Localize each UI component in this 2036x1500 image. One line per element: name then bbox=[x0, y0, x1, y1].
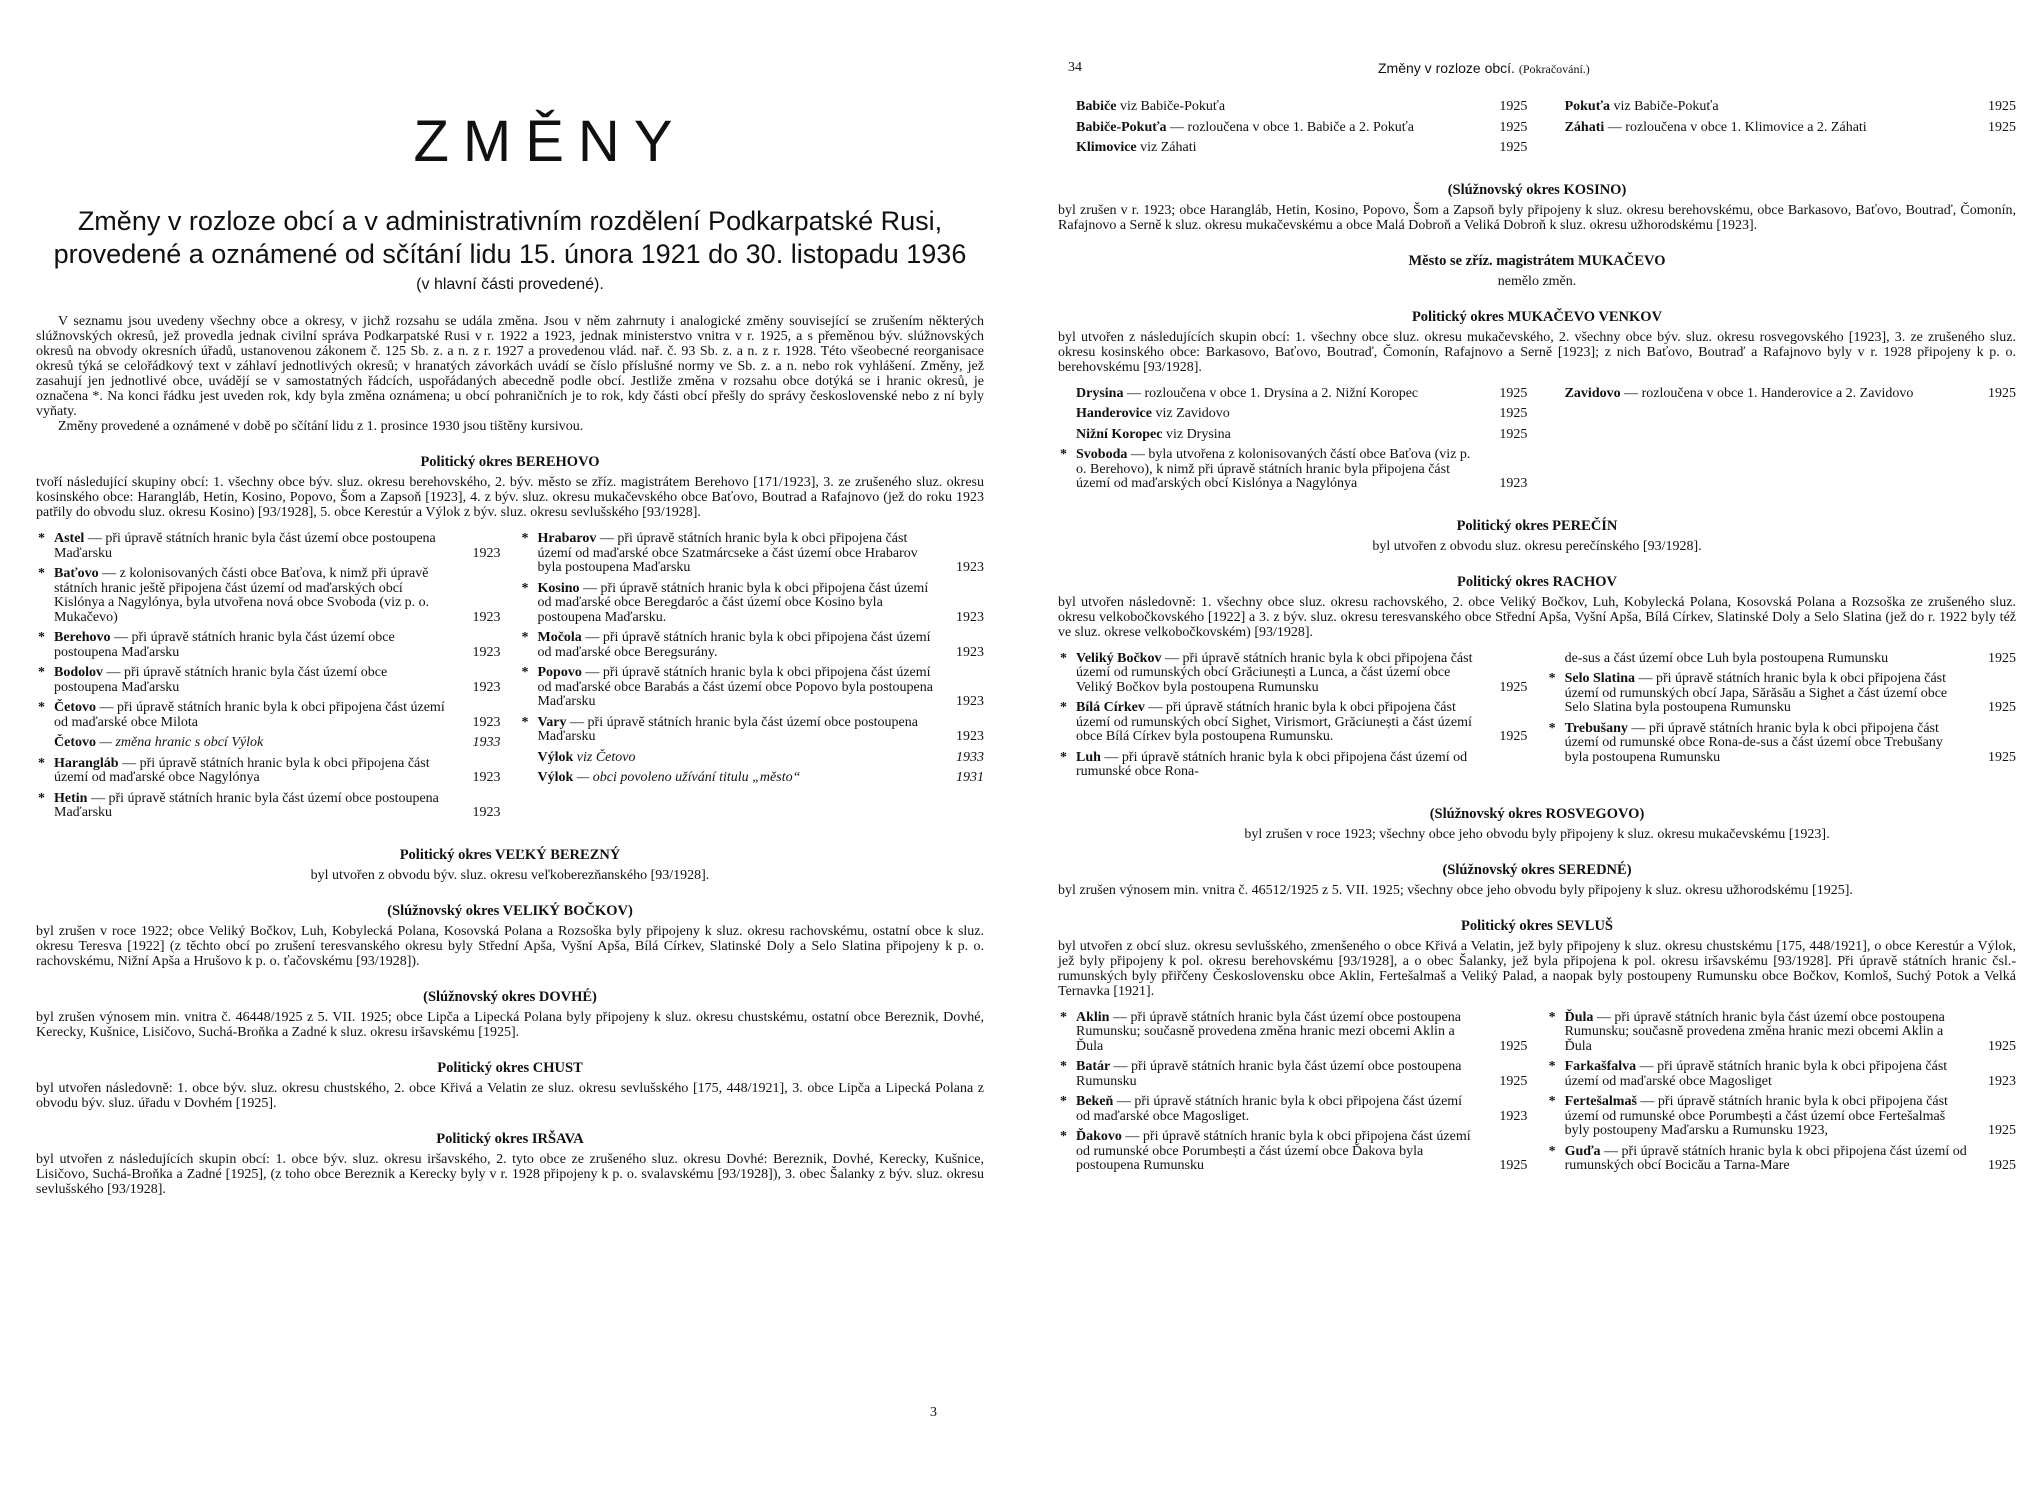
entry-text: de-sus a část území obce Luh byla postoupena Rumunsku bbox=[1564, 650, 1889, 666]
section-text: byl zrušen výnosem min. vnitra č. 46512/1925 z 5. VII. 1925; všechny obce jeho obvodu byly připojeny k sluz. okresu užhorodskému [1925]. bbox=[1058, 882, 1853, 898]
municipality-name: Kosino bbox=[537, 580, 583, 596]
entry-text: — při úpravě státních hranic byla k obci připojena část území od rumunských obcí Bocicău a Tarna-Mare bbox=[1564, 1143, 1967, 1173]
entry-text: — při úpravě státních hranic byla k obci připojena část území od rumunských obcí Grăciunești a Lunca, a část území obce Veliký Bočkov byla postoupena Rumunsku bbox=[1076, 650, 1473, 695]
entry-text: viz Babiče-Pokuťa bbox=[1613, 99, 1719, 114]
municipality-name: Bílá Církev bbox=[1076, 700, 1149, 715]
list-item bbox=[36, 631, 501, 660]
entry-year: 1933 bbox=[472, 735, 501, 750]
list-item bbox=[1058, 751, 1527, 780]
municipality-name: Aklin bbox=[1076, 1009, 1113, 1025]
municipality-name: Klimovice bbox=[1076, 140, 1141, 155]
list-item bbox=[519, 631, 984, 660]
list-item bbox=[36, 792, 501, 821]
entry-year: 1923 bbox=[956, 729, 984, 744]
entry-year: 1923 bbox=[472, 644, 501, 660]
list-item bbox=[1058, 121, 1527, 136]
entry-columns bbox=[1058, 652, 2016, 786]
list-item bbox=[1058, 428, 1527, 443]
running-continuation: (Pokračování.) bbox=[1518, 62, 1590, 76]
municipality-name: Harangláb bbox=[54, 755, 123, 771]
entry-text: — při úpravě státních hranic byla část území obce postoupena Maďarsku bbox=[54, 531, 436, 561]
border-change-marker: * bbox=[1548, 671, 1556, 686]
entry-column-right bbox=[1547, 100, 2016, 162]
municipality-name: Bekeň bbox=[1076, 1094, 1117, 1109]
section-text: tvoří následující skupiny obcí: 1. všechny obce býv. sluz. okresu berehovského, 2. býv. město se zříz. magistrátem Berehovo [171/1923], 3. ze zrušeného sluz. okresu kosinského obce: Harangláb, Hetin, Kosino, Popovo, Šom a Zapsoň [1923], 4. z býv. sluz. okresu mukačevského obce Baťovo, Boutrad a Rafajnovo (jež do roku 1923 patřily do obvodu sluz. okresu Kosino) [93/1928], 5. obce Kerestúr a Výlok z býv. sluz. okresu sevlušského [93/1928]. bbox=[36, 475, 984, 520]
municipality-name: Ďula bbox=[1564, 1009, 1597, 1025]
entry-text: — při úpravě státních hranic byla část území obce postoupena Maďarsku bbox=[54, 790, 439, 820]
border-change-marker: * bbox=[1060, 447, 1067, 462]
list-item bbox=[1058, 448, 1527, 492]
municipality-name: Selo Slatina bbox=[1564, 671, 1639, 686]
section-text: byl utvořen z obvodu býv. sluz. okresu veľkoberezňanského [93/1928]. bbox=[310, 867, 710, 883]
municipality-name: Guďa bbox=[1564, 1143, 1605, 1159]
entry-year: 1925 bbox=[1499, 385, 1528, 401]
municipality-name: Močola bbox=[537, 630, 586, 645]
entry-text: — při úpravě státních hranic byla část území obce postoupena Maďarsku bbox=[537, 714, 918, 744]
entry-year: 1925 bbox=[1499, 99, 1528, 114]
municipality-name: Četovo bbox=[54, 700, 100, 715]
municipality-name: Baťovo bbox=[54, 566, 103, 581]
entry-text: — rozloučena v obce 1. Klimovice a 2. Záhati bbox=[1607, 119, 1867, 135]
entry-year: 1923 bbox=[1988, 1073, 2016, 1089]
border-change-marker: * bbox=[38, 566, 45, 581]
municipality-name: Svoboda bbox=[1076, 447, 1131, 462]
section-text: byl zrušen výnosem min. vnitra č. 46448/1925 z 5. VII. 1925; obce Lipča a Lipecká Polana byly připojeny k sluz. okresu chustskému, ostatní obce Bereznik, Dovhé, Kerecky, Kušnice, Lisičovo, Suchá-Broňka a Zadné k sluz. okresu iršavskému [1925]. bbox=[36, 1009, 984, 1040]
entry-text: viz Babiče-Pokuťa bbox=[1119, 99, 1226, 114]
entry-column-left bbox=[1058, 652, 1527, 786]
entry-text: viz Drysina bbox=[1165, 426, 1231, 442]
municipality-name: Záhati bbox=[1564, 119, 1608, 135]
border-change-marker: * bbox=[1060, 650, 1067, 666]
entry-year: 1925 bbox=[1988, 650, 2016, 666]
entry-text: — při úpravě státních hranic byla k obci připojena část území od maďarské obce Beregsurány. bbox=[537, 630, 931, 660]
municipality-name: Veliký Bočkov bbox=[1076, 650, 1165, 666]
entry-text: — rozloučena v obce 1. Handerovice a 2. Zavidovo bbox=[1624, 385, 1914, 401]
section-heading: Politický okres BEREHOVO bbox=[420, 454, 600, 470]
entry-text: — obci povoleno užívání titulu „město“ bbox=[576, 770, 801, 785]
list-item bbox=[1547, 1095, 2016, 1139]
entry-columns bbox=[1058, 387, 2016, 498]
entry-columns bbox=[1058, 100, 2016, 162]
entry-text: — změna hranic s obcí Výlok bbox=[99, 735, 264, 750]
entry-columns bbox=[1058, 1011, 2016, 1180]
section-heading: Politický okres PEREČÍN bbox=[1456, 517, 1618, 534]
municipality-name: Batár bbox=[1076, 1059, 1114, 1074]
entry-year: 1925 bbox=[1499, 729, 1528, 744]
entry-year: 1925 bbox=[1499, 1038, 1528, 1054]
subtitle: Změny v rozloze obcí a v administrativním rozdělení Podkarpatské Rusi, provedené a oznámené od sčítání lidu 15. února 1921 do 30. listopadu 1936 bbox=[53, 206, 967, 269]
entry-text: — při úpravě státních hranic byla část území obce postoupena Rumunsku; současně provedena změna hranic mezi obcemi Aklin a Ďula bbox=[1076, 1009, 1461, 1054]
entry-year: 1925 bbox=[1499, 140, 1528, 155]
entry-column-left bbox=[1058, 387, 1527, 498]
entry-year: 1923 bbox=[472, 805, 501, 820]
section-text: byl zrušen v roce 1922; obce Veliký Bočkov, Luh, Kobylecká Polana, Kosovská Polana a Rozsoška byly připojeny k sluz. okresu rachovskému, ostatní obce k sluz. okresu Teresva [1922] (z těchto obcí po zrušení teresvanského okresu byly Střední Apša, Vyšní Apša, Bílá Církev, Slatinské Doly a Selo Slatina připojeny k p. o. rachovskému, Nižní Apša a Hrušovo k p. o. ťačovskému [93/1928]). bbox=[36, 923, 984, 969]
entry-year: 1923 bbox=[1499, 476, 1528, 491]
list-item bbox=[36, 567, 501, 625]
running-title-text: Změny v rozloze obcí. bbox=[1378, 60, 1515, 76]
list-item bbox=[1058, 100, 1527, 115]
municipality-name: Nižní Koropec bbox=[1076, 426, 1166, 442]
entry-year: 1925 bbox=[1499, 1158, 1528, 1173]
border-change-marker: * bbox=[1060, 1009, 1067, 1025]
introduction bbox=[36, 314, 984, 434]
municipality-name: Astel bbox=[54, 531, 88, 546]
list-item bbox=[519, 751, 984, 766]
intro-paragraph: V seznamu jsou uvedeny všechny obce a okresy, v jichž rozsahu se udála změna. Jsou v něm zahrnuty i analogické změny související se zrušením některých slúžnovských okresů, jež provedla jednak civilní správa Podkarpatské Rusi v r. 1922 a 1923, jednak ministerstvo vnitra v r. 1925, a s přeměnou býv. slúžnovských okresů na obvody okresních úřadů, ustanovenou zákonem č. 125 Sb. z. a n. z r. 1927 a provedenou vlád. nař. č. 93 Sb. z. a n. z r. 1928. Této všeobecné reorganisace okresů týká se celořádkový text v záhlaví jednotlivých okresů; v hranatých závorkách uvádí se číslo příslušné normy ve Sb. z. a n. nebo rok vyhlášení. Změny, jež zasahují jen jednotlivé obce, uvádějí se v samostatných řádcích, uspořádaných abecedně podle obcí. Jestliže změna v rozsahu obce dotýká se i hranic okresů, je označena *. Na konci řádku jest uveden rok, kdy byla změna oznámena; u obcí pohraničních je to rok, kdy části obcí přešly do správy československé nebo z ní byly vyňaty. bbox=[36, 314, 984, 419]
municipality-name: Berehovo bbox=[54, 630, 115, 645]
entry-text: — při úpravě státních hranic byla k obci připojena část území od maďarské obce Szatmárcseke a část území obce Hrabarov byla postoupena Maďarsku bbox=[537, 531, 918, 575]
municipality-name: Ďakovo bbox=[1076, 1129, 1126, 1144]
list-item bbox=[1058, 701, 1527, 745]
border-change-marker: * bbox=[1060, 1129, 1067, 1144]
entry-text: — rozloučena v obce 1. Babiče a 2. Pokuťa bbox=[1170, 119, 1414, 135]
list-item bbox=[36, 532, 501, 561]
border-change-marker: * bbox=[1060, 1059, 1067, 1074]
border-change-marker: * bbox=[1548, 720, 1556, 736]
running-title bbox=[1378, 60, 1590, 77]
section-heading: Politický okres VEĽKÝ BEREZNÝ bbox=[399, 846, 621, 863]
entry-year: 1931 bbox=[956, 770, 984, 785]
list-item bbox=[1547, 722, 2016, 766]
list-item bbox=[1547, 1145, 2016, 1174]
list-item bbox=[36, 701, 501, 730]
entry-text: — při úpravě státních hranic byla k obci připojena část území od maďarské obce Magosliget bbox=[1564, 1059, 1948, 1089]
section-heading: (Slúžnovský okres VELIKÝ BOČKOV) bbox=[387, 902, 633, 919]
border-change-marker: * bbox=[1060, 700, 1067, 715]
section-heading: (Slúžnovský okres KOSINO) bbox=[1447, 181, 1627, 198]
municipality-name: Luh bbox=[1076, 749, 1105, 765]
municipality-name: Babiče-Pokuťa bbox=[1076, 119, 1171, 135]
entry-year: 1925 bbox=[1988, 385, 2016, 401]
entry-year: 1925 bbox=[1499, 119, 1528, 135]
entry-year: 1923 bbox=[472, 770, 501, 785]
list-item bbox=[519, 771, 984, 786]
entry-text: — při úpravě státních hranic byla k obci připojena část území od maďarské obce Barabás a část území obce Popovo byla postoupena Maďarsku bbox=[537, 665, 933, 709]
section-text: nemělo změn. bbox=[1497, 273, 1577, 289]
list-item bbox=[1547, 1060, 2016, 1089]
municipality-name: Hrabarov bbox=[537, 531, 600, 546]
list-item bbox=[1547, 387, 2016, 402]
municipality-name: Zavidovo bbox=[1564, 385, 1625, 401]
section-text: byl zrušen v r. 1923; obce Harangláb, Hetin, Kosino, Popovo, Šom a Zapsoň byly připojeny k sluz. okresu berehovskému, obce Barkasovo, Baťovo, Boutraď, Čomonín, Rafajnovo a Serně k sluz. okresu mukačevskému a obce Malá Dobroň a Veliká Dobroň k sluz. okresu užhorodskému [1923]. bbox=[1058, 202, 2016, 233]
entry-column-left bbox=[1058, 100, 1527, 162]
list-item bbox=[519, 582, 984, 626]
section-text: byl utvořen z následujících skupin obcí: 1. všechny obce sluz. okresu mukačevského, 2. všechny obce býv. sluz. okresu rosvegovského [1923], 3. ze zrušeného sluz. okresu kosinského obce: Barkasovo, Baťovo, Boutraď, Čomonín, Rafajnovo a Serně [1923]; z nich Baťovo, Boutraď a Rafajnovo byly v r. 1928 připojeny k p. o. berehovskému [93/1928]. bbox=[1058, 329, 2016, 375]
section-text: byl utvořen z následujících skupin obcí: 1. obce býv. sluz. okresu iršavského, 2. tyto obce ze zrušeného sluz. okresu Dovhé: Bereznik, Dovhé, Kerecky, Kušnice, Lisičovo, Suchá-Broňka a Zadné [1925], (z toho obce Bereznik a Kerecky byly v r. 1928 připojeny k p. o. svalavskému [93/1928]), 3. obec Šalanky z býv. sluz. okresu sevlušského [93/1928]. bbox=[36, 1151, 984, 1197]
entry-year: 1925 bbox=[1988, 1038, 2016, 1054]
entry-text: viz Zavidovo bbox=[1155, 406, 1230, 421]
municipality-name: Bodolov bbox=[54, 665, 107, 680]
left-page bbox=[36, 0, 984, 1500]
list-item bbox=[1058, 407, 1527, 422]
entry-year: 1923 bbox=[956, 694, 984, 709]
entry-column-left bbox=[36, 532, 501, 827]
list-item bbox=[1058, 1130, 1527, 1174]
entry-year: 1925 bbox=[1499, 679, 1528, 695]
border-change-marker: * bbox=[1548, 1009, 1556, 1025]
municipality-name: Handerovice bbox=[1076, 406, 1156, 421]
entry-year: 1933 bbox=[956, 749, 984, 765]
entry-year: 1923 bbox=[472, 679, 501, 695]
section-heading: Politický okres RACHOV bbox=[1456, 573, 1618, 590]
entry-text: — při úpravě státních hranic byla část území obce postoupena Maďarsku bbox=[54, 630, 395, 660]
entry-year: 1923 bbox=[956, 609, 984, 625]
entry-text: — při úpravě státních hranic byla část území obce postoupena Maďarsku bbox=[54, 665, 388, 695]
list-item bbox=[519, 716, 984, 745]
municipality-name: Popovo bbox=[537, 665, 586, 680]
municipality-name: Četovo bbox=[54, 735, 100, 750]
section-text: byl utvořen následovně: 1. všechny obce sluz. okresu rachovského, 2. obce Veliký Bočkov, Luh, Kobylecká Polana, Kosovská Polana a Rozsoška ze zrušeného sluz. okresu velkobočkovského [1922] a 3. z býv. sluz. okresu teresvanského obce Střední Apša, Vyšní Apša, Bílá Církev, Slatinské Doly a Selo Slatina (jež do r. 1922 byly též ve sluz. okrese velkobočkovském) [93/1928]. bbox=[1058, 594, 2016, 640]
entry-year: 1925 bbox=[1499, 426, 1528, 442]
border-change-marker: * bbox=[1060, 749, 1067, 765]
entry-text: — při úpravě státních hranic byla část území obce postoupena Rumunsku; současně provedena změna hranic mezi obcemi Aklin a Ďula bbox=[1564, 1009, 1945, 1054]
list-item bbox=[1058, 652, 1527, 696]
entry-year: 1923 bbox=[956, 560, 984, 575]
municipality-name: Babiče bbox=[1076, 99, 1120, 114]
border-change-marker: * bbox=[38, 700, 45, 715]
entry-column-right bbox=[1547, 1011, 2016, 1180]
section-heading: (Slúžnovský okres ROSVEGOVO) bbox=[1429, 805, 1645, 822]
border-change-marker: * bbox=[38, 790, 45, 806]
entry-column-right bbox=[1547, 387, 2016, 498]
border-change-marker: * bbox=[521, 714, 529, 730]
entry-text: — při úpravě státních hranic byla k obci připojena část území od rumunské obce Rona- bbox=[1076, 749, 1468, 779]
border-change-marker: * bbox=[521, 580, 529, 596]
entry-column-right bbox=[519, 532, 984, 827]
list-item bbox=[1547, 672, 2016, 716]
border-change-marker: * bbox=[1548, 1143, 1556, 1159]
border-change-marker: * bbox=[38, 665, 45, 680]
entry-year: 1923 bbox=[472, 545, 501, 561]
entry-year: 1925 bbox=[1988, 1123, 2016, 1138]
page-number: 3 bbox=[930, 1405, 937, 1420]
list-item bbox=[519, 666, 984, 710]
section-heading: Město se zříz. magistrátem MUKAČEVO bbox=[1408, 252, 1666, 269]
border-change-marker: * bbox=[521, 665, 529, 680]
list-item bbox=[1058, 1011, 1527, 1055]
entry-text: — při úpravě státních hranic byla k obci připojena část území od maďarské obce Magosliget. bbox=[1076, 1094, 1463, 1124]
list-item bbox=[36, 736, 501, 751]
municipality-name: Trebušany bbox=[1564, 720, 1632, 736]
list-item bbox=[519, 532, 984, 576]
section-heading: Politický okres CHUST bbox=[437, 1059, 583, 1076]
border-change-marker: * bbox=[1548, 1059, 1556, 1074]
border-change-marker: * bbox=[1548, 1094, 1556, 1109]
entry-text: — při úpravě státních hranic byla k obci připojena část území od rumunské obce Porumbești a část území obce Ďakova byla postoupena Rumunsku bbox=[1076, 1129, 1471, 1173]
list-item bbox=[1058, 1060, 1527, 1089]
page-number: 34 bbox=[1068, 60, 1082, 75]
subnote: (v hlavní části provedené). bbox=[416, 276, 604, 293]
list-item bbox=[1547, 1011, 2016, 1055]
entry-text: — při úpravě státních hranic byla k obci připojena část území od maďarské obce Milota bbox=[54, 700, 445, 730]
section-text: byl utvořen následovně: 1. obce býv. sluz. okresu chustského, 2. obce Křivá a Velatin ze sluz. okresu sevlušského [175, 448/1921], 3. obce Lipča a Lipecká Polana z obvodu býv. sluz. úřadu v Dovhém [1925]. bbox=[36, 1080, 984, 1111]
entry-text: — při úpravě státních hranic byla k obci připojena část území od rumunské obce Rona-de-sus a část území obce Trebušany byla postoupena Rumunsku bbox=[1564, 720, 1943, 765]
section-text: byl zrušen v roce 1923; všechny obce jeho obvodu byly připojeny k sluz. okresu mukačevskému [1923]. bbox=[1244, 826, 1830, 842]
entry-year: 1925 bbox=[1499, 1073, 1528, 1089]
entry-year: 1925 bbox=[1988, 119, 2016, 135]
list-item bbox=[1058, 387, 1527, 402]
section-heading: Politický okres SEVLUŠ bbox=[1460, 917, 1613, 934]
entry-year: 1925 bbox=[1988, 99, 2016, 114]
border-change-marker: * bbox=[521, 531, 529, 546]
section-heading: (Slúžnovský okres DOVHÉ) bbox=[423, 988, 597, 1005]
entry-text: — při úpravě státních hranic byla k obci připojena část území od maďarské obce Beregdaróc a část území obce Kosino byla postoupena Maďarsku. bbox=[537, 580, 929, 625]
border-change-marker: * bbox=[38, 755, 45, 771]
entry-year: 1923 bbox=[956, 644, 984, 660]
list-item bbox=[1547, 100, 2016, 115]
entry-text: viz Záhati bbox=[1140, 140, 1197, 155]
border-change-marker: * bbox=[1060, 1094, 1067, 1109]
municipality-name: Výlok bbox=[537, 749, 577, 765]
entry-text: viz Četovo bbox=[576, 749, 636, 765]
entry-text: — při úpravě státních hranic byla k obci připojena část území od maďarské obce Nagylónya bbox=[54, 755, 430, 785]
municipality-name: Farkašfalva bbox=[1564, 1059, 1640, 1074]
intro-note: Změny provedené a oznámené v době po sčítání lidu z 1. prosince 1930 jsou tištěny kursivou. bbox=[58, 419, 584, 434]
entry-columns bbox=[36, 532, 984, 827]
entry-column-left bbox=[1058, 1011, 1527, 1180]
page-title: ZMĚNY bbox=[413, 109, 687, 174]
section-heading: (Slúžnovský okres SEREDNÉ) bbox=[1442, 861, 1632, 878]
entry-column-right bbox=[1547, 652, 2016, 786]
list-item bbox=[1058, 141, 1527, 156]
entry-text: — byla utvořena z kolonisovaných částí obce Baťova (viz p. o. Berehovo), k nimž při úpravě státních hranic byla připojena část území od maďarských obcí Kislónya a Nagylónya bbox=[1076, 447, 1471, 491]
entry-text: — z kolonisovaných části obce Baťova, k nimž při úpravě státních hranic ještě připojena část území od maďarských obcí Kislónya a Nagylónya, byla utvořena nová obce Svoboda (viz p. o. Mukačevo) bbox=[54, 566, 430, 625]
border-change-marker: * bbox=[38, 531, 45, 546]
entry-year: 1925 bbox=[1988, 749, 2016, 765]
entry-text: — při úpravě státních hranic byla k obci připojena část území od rumunských obcí Sighet, Virismort, Grăciunești a část území obce Bílá Církev byla postoupena Rumunsku. bbox=[1076, 700, 1472, 744]
entry-text: — rozloučena v obce 1. Drysina a 2. Nižní Koropec bbox=[1126, 385, 1419, 401]
list-item bbox=[1547, 652, 2016, 667]
municipality-name: Pokuťa bbox=[1564, 99, 1614, 114]
section-heading: Politický okres MUKAČEVO VENKOV bbox=[1411, 308, 1663, 325]
section-text: byl utvořen z obcí sluz. okresu sevlušského, zmenšeného o obce Křivá a Velatin, jež byly připojeny k sluz. okresu chustskému [175, 448/1921], o obce Kerestúr a Výlok, jež byly připojeny k pol. okresu berehovskému [93/1928], a o obec Šalanky, jež byla připojena k pol. okresu iršavskému [93/1928]. Při úpravě státních hranic čsl.-rumunských byly přiřčeny Československu obce Aklin, Fertešalmaš a Veliký Palad, a naopak byly postoupeny Rumunsku obce Bočkov, Komloš, Suchý Potok a Velká Ternavka [1921]. bbox=[1058, 938, 2016, 999]
entry-year: 1923 bbox=[472, 609, 501, 625]
entry-text: — při úpravě státních hranic byla část území obce postoupena Rumunsku bbox=[1076, 1059, 1462, 1089]
list-item bbox=[1058, 1095, 1527, 1124]
section-text: byl utvořen z obvodu sluz. okresu perečínského [93/1928]. bbox=[1372, 538, 1702, 554]
entry-year: 1923 bbox=[472, 714, 501, 730]
list-item bbox=[36, 757, 501, 786]
border-change-marker: * bbox=[521, 630, 529, 645]
section-heading: Politický okres IRŠAVA bbox=[436, 1130, 584, 1147]
entry-year: 1925 bbox=[1499, 406, 1528, 421]
entry-year: 1925 bbox=[1988, 1158, 2016, 1173]
entry-text: — při úpravě státních hranic byla k obci připojena část území od rumunské obce Porumbești a část území obce Fertešalmaš byly postoupeny Maďarsku a Rumunsku 1923, bbox=[1564, 1094, 1948, 1138]
border-change-marker: * bbox=[38, 630, 45, 645]
entry-year: 1925 bbox=[1988, 700, 2016, 715]
list-item bbox=[1547, 121, 2016, 136]
municipality-name: Drysina bbox=[1076, 385, 1127, 401]
entry-text: — při úpravě státních hranic byla k obci připojena část území od rumunských obcí Japa, Sărăsău a Sighet a část území obce Selo Slatina byla postoupena Rumunsku bbox=[1564, 671, 1948, 715]
list-item bbox=[36, 666, 501, 695]
entry-year: 1923 bbox=[1499, 1108, 1528, 1124]
municipality-name: Fertešalmaš bbox=[1564, 1094, 1641, 1109]
municipality-name: Hetin bbox=[54, 790, 91, 806]
municipality-name: Výlok bbox=[537, 770, 577, 785]
right-page bbox=[1058, 0, 2016, 1500]
municipality-name: Vary bbox=[537, 714, 571, 730]
